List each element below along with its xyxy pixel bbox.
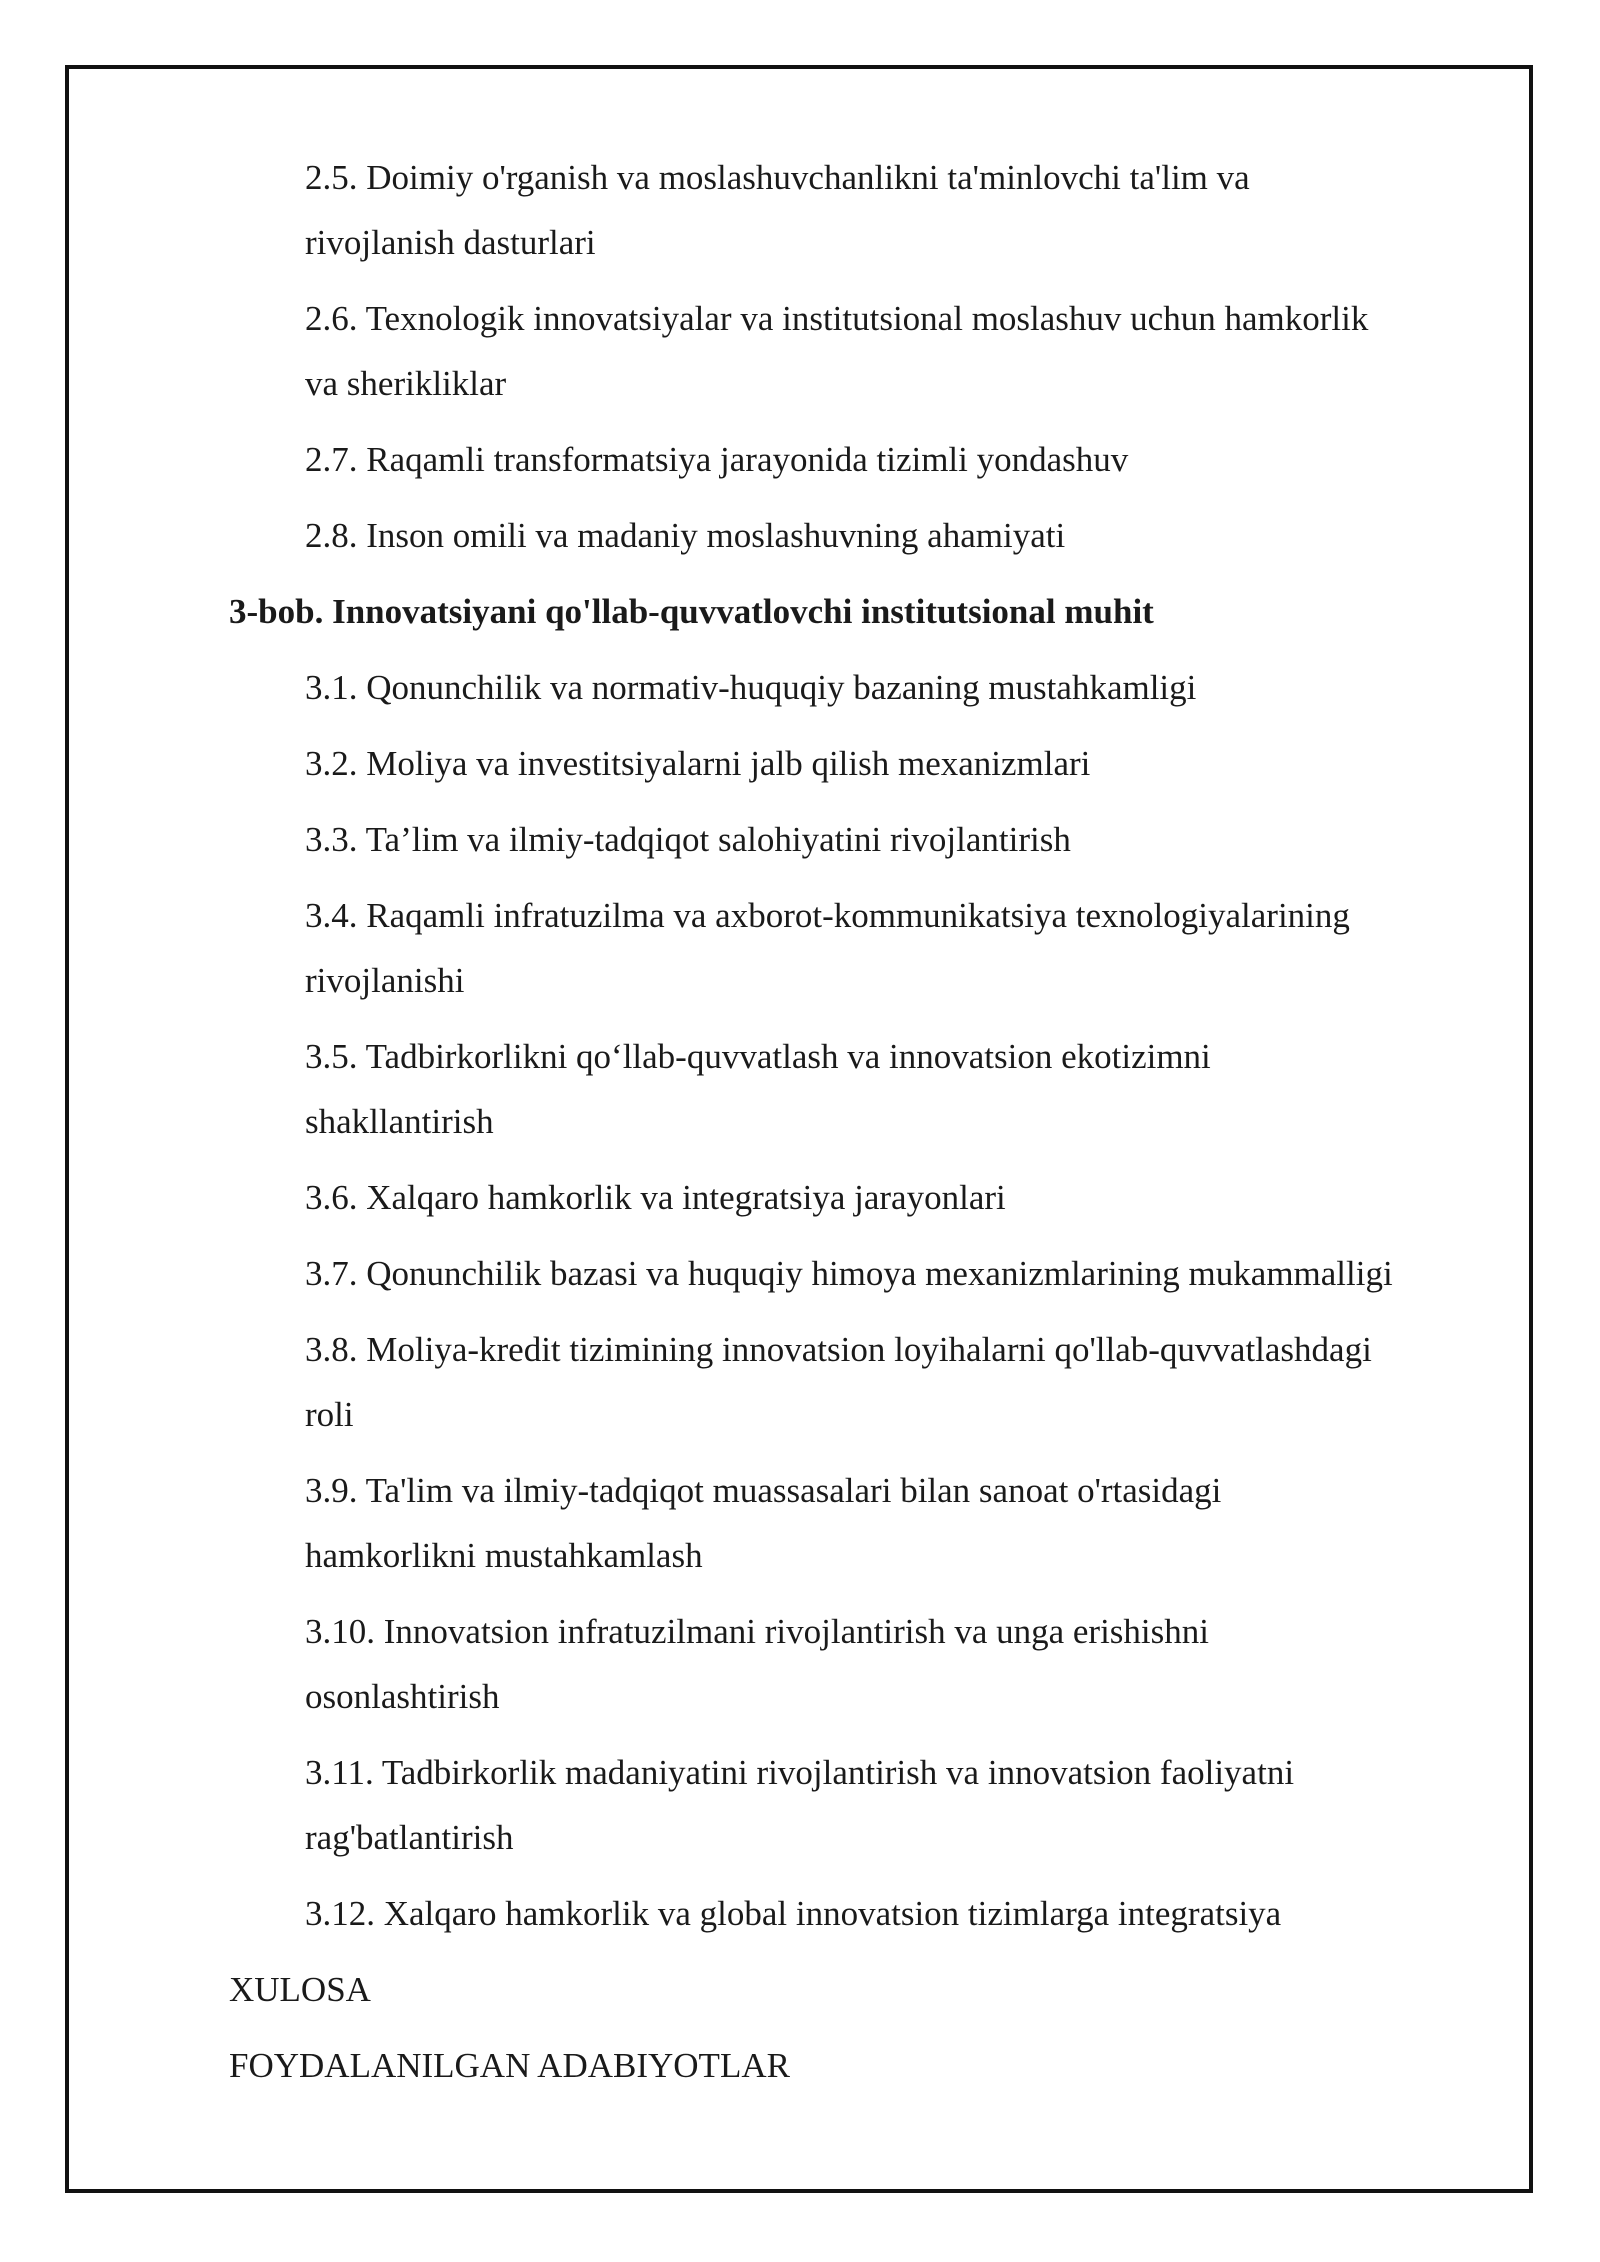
toc-entry-line: shakllantirish (305, 1102, 494, 1141)
toc-entry-line: 2.8. Inson omili va madaniy moslashuvning ahamiyati (305, 516, 1066, 555)
toc-entry-line: 3.6. Xalqaro hamkorlik va integratsiya jarayonlari (305, 1178, 1006, 1217)
toc-entry-line: 3.11. Tadbirkorlik madaniyatini rivojlantirish va innovatsion faoliyatni (305, 1753, 1295, 1792)
toc-entry (229, 427, 1489, 492)
toc-entry-line: va sherikliklar (305, 364, 507, 403)
toc-entry-line: 3.4. Raqamli infratuzilma va axborot-kommunikatsiya texnologiyalarining (305, 896, 1350, 935)
toc-entry (229, 503, 1489, 568)
toc-entry-line: 2.6. Texnologik innovatsiyalar va institutsional moslashuv uchun hamkorlik (305, 299, 1369, 338)
toc-entry-line: hamkorlikni mustahkamlash (305, 1536, 703, 1575)
toc-entry-line: 3.5. Tadbirkorlikni qo‘llab-quvvatlash va innovatsion ekotizimni (305, 1037, 1211, 1076)
toc-entry (229, 1317, 1489, 1447)
toc-entry-line: 3.8. Moliya-kredit tizimining innovatsion loyihalarni qo'llab-quvvatlashdagi (305, 1330, 1372, 1369)
toc-entry-line: 2.5. Doimiy o'rganish va moslashuvchanlikni ta'minlovchi ta'lim va (305, 158, 1250, 197)
toc-section-heading (229, 1957, 1489, 2022)
toc-entry-line: 3.3. Ta’lim va ilmiy-tadqiqot salohiyatini rivojlantirish (305, 820, 1071, 859)
toc-entry-line: rag'batlantirish (305, 1818, 514, 1857)
toc-chapter-heading (229, 579, 1489, 644)
toc-entry-line: 2.7. Raqamli transformatsiya jarayonida tizimli yondashuv (305, 440, 1129, 479)
toc-entry (229, 1458, 1489, 1588)
toc-entry (229, 1881, 1489, 1946)
toc-entry-line: 3.12. Xalqaro hamkorlik va global innovatsion tizimlarga integratsiya (305, 1894, 1282, 1933)
table-of-contents (229, 145, 1489, 2109)
toc-entry (229, 286, 1489, 416)
toc-entry-line: rivojlanish dasturlari (305, 223, 596, 262)
toc-section-heading (229, 2033, 1489, 2098)
toc-entry (229, 145, 1489, 275)
toc-entry (229, 1024, 1489, 1154)
toc-entry (229, 1599, 1489, 1729)
toc-entry (229, 1165, 1489, 1230)
toc-entry-line: 3.9. Ta'lim va ilmiy-tadqiqot muassasalari bilan sanoat o'rtasidagi (305, 1471, 1222, 1510)
toc-entry (229, 807, 1489, 872)
toc-entry-line: FOYDALANILGAN ADABIYOTLAR (229, 2046, 790, 2085)
toc-entry-line: XULOSA (229, 1970, 371, 2009)
toc-entry (229, 1241, 1489, 1306)
toc-entry-line: rivojlanishi (305, 961, 465, 1000)
toc-entry-line: 3.1. Qonunchilik va normativ-huquqiy bazaning mustahkamligi (305, 668, 1197, 707)
toc-entry (229, 731, 1489, 796)
toc-entry-line: 3-bob. Innovatsiyani qo'llab-quvvatlovchi institutsional muhit (229, 592, 1154, 631)
toc-entry (229, 883, 1489, 1013)
toc-entry (229, 655, 1489, 720)
toc-entry (229, 1740, 1489, 1870)
toc-entry-line: 3.7. Qonunchilik bazasi va huquqiy himoya mexanizmlarining mukammalligi (305, 1254, 1393, 1293)
toc-entry-line: 3.2. Moliya va investitsiyalarni jalb qilish mexanizmlari (305, 744, 1091, 783)
toc-entry-line: 3.10. Innovatsion infratuzilmani rivojlantirish va unga erishishni (305, 1612, 1210, 1651)
toc-entry-line: osonlashtirish (305, 1677, 500, 1716)
toc-entry-line: roli (305, 1395, 354, 1434)
